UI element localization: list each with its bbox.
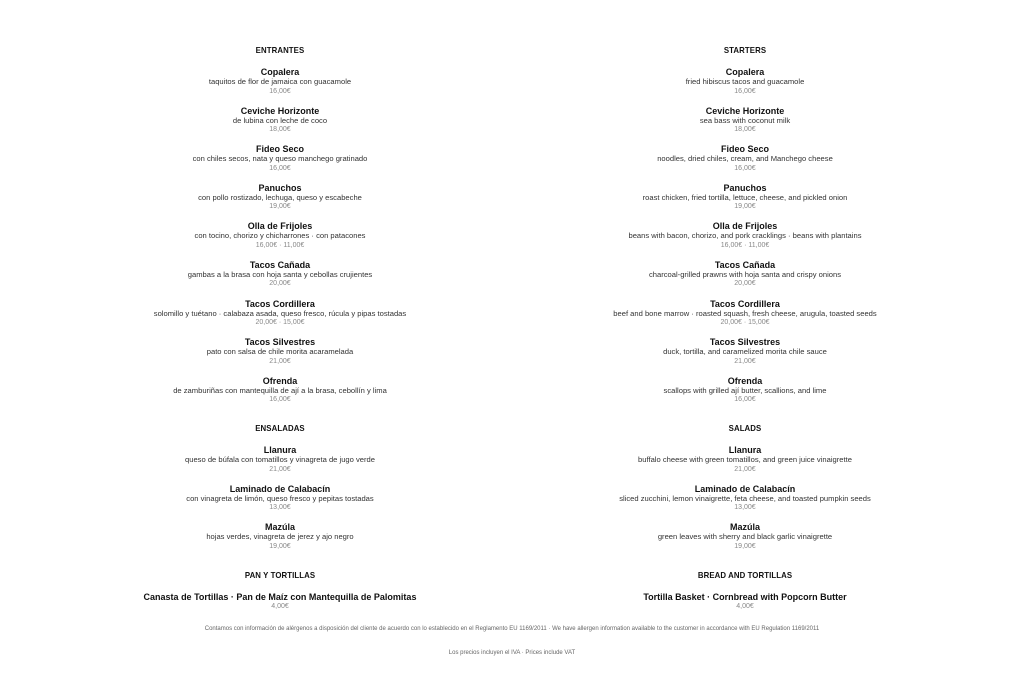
menu-item-price: 19,00€ — [269, 203, 291, 211]
menu-item-price: 19,00€ — [734, 203, 756, 211]
menu-item-price: 18,00€ — [734, 126, 756, 134]
allergen-notice: Contamos con información de alérgenos a disposición del cliente de acuerdo con lo establecido en el Reglamento EU 1169/2011 · We have allergen information available to the customer in accordance with EU Regulation 1169/2011 — [204, 626, 820, 632]
menu-item-price: 21,00€ — [734, 357, 756, 365]
menu-item-price: 16,00€ · 11,00€ — [255, 241, 305, 249]
menu-item-price: 20,00€ · 15,00€ — [720, 319, 770, 327]
menu-item-name: Ceviche Horizonte — [705, 105, 785, 116]
menu-item — [60, 67, 500, 106]
menu-item-description: scallops with grilled ají butter, scallions, and lime — [663, 385, 827, 395]
menu-item — [525, 106, 965, 145]
menu-item — [60, 106, 500, 145]
menu-item — [60, 260, 500, 299]
menu-section — [525, 423, 965, 561]
section-title: PAN Y TORTILLAS — [244, 570, 316, 580]
menu-item-price: 16,00€ — [734, 87, 756, 95]
section-title: STARTERS — [723, 45, 767, 55]
menu-item — [60, 376, 500, 415]
menu-item — [60, 299, 500, 338]
menu-item-name: Ceviche Horizonte — [240, 105, 320, 116]
section-title: SALADS — [728, 423, 762, 433]
menu-item-name: Fideo Seco — [720, 144, 769, 155]
menu-item-name: Tacos Cañada — [714, 259, 776, 270]
menu-item — [60, 592, 500, 631]
menu-item-description: de zamburiñas con mantequilla de ají a la brasa, cebollín y lima — [173, 385, 387, 395]
menu-section — [525, 45, 965, 414]
menu-item-price: 13,00€ — [734, 504, 756, 512]
menu-item-description: con vinagreta de limón, queso fresco y pepitas tostadas — [186, 493, 374, 503]
menu-item-price: 16,00€ — [269, 87, 291, 95]
menu-item-name: Tacos Silvestres — [709, 337, 781, 348]
menu-item — [525, 221, 965, 260]
menu-item — [525, 592, 965, 631]
section-title: ENSALADAS — [255, 423, 305, 433]
menu-item-description: pato con salsa de chile morita acaramelada — [206, 347, 354, 357]
menu-item-price: 18,00€ — [269, 126, 291, 134]
menu-item-name: Laminado de Calabacín — [694, 483, 796, 494]
menu-item — [525, 260, 965, 299]
menu-item — [525, 376, 965, 415]
menu-item-description: con pollo rostizado, lechuga, queso y escabeche — [198, 192, 362, 202]
menu-item — [60, 522, 500, 561]
menu-item-price: 4,00€ — [271, 603, 289, 610]
menu-item-price: 16,00€ — [734, 164, 756, 172]
menu-item-price: 21,00€ — [269, 465, 291, 473]
menu-section — [60, 423, 500, 561]
menu-item-description: con chiles secos, nata y queso manchego gratinado — [192, 154, 368, 164]
menu-item-description: de lubina con leche de coco — [232, 115, 328, 125]
menu-item-name: Copalera — [725, 67, 765, 77]
menu-item-name: Panuchos — [258, 182, 302, 193]
menu-item-description: gambas a la brasa con hoja santa y cebollas crujientes — [187, 269, 373, 279]
menu-item-description: con tocino, chorizo y chicharrones · con patacones — [194, 231, 366, 241]
menu-item-description: noodles, dried chiles, cream, and Manchego cheese — [657, 154, 833, 164]
menu-item-name: Panuchos — [723, 182, 767, 193]
menu-item-description: solomillo y tuétano · calabaza asada, queso fresco, rúcula y pipas tostadas — [153, 308, 407, 318]
menu-item-name: Tacos Cordillera — [245, 298, 315, 309]
menu-item-price: 19,00€ — [734, 542, 756, 550]
menu-item-description: fried hibiscus tacos and guacamole — [685, 77, 805, 86]
menu-section — [60, 570, 500, 631]
menu-item-name: Tacos Cañada — [249, 259, 311, 270]
menu-item-description: beans with bacon, chorizo, and pork cracklings · beans with plantains — [628, 231, 862, 241]
menu-item-price: 16,00€ · 11,00€ — [720, 241, 770, 249]
menu-item-name: Tortilla Basket · Cornbread with Popcorn Butter — [643, 592, 847, 602]
menu-item — [60, 337, 500, 376]
menu-item-name: Tacos Silvestres — [244, 337, 316, 348]
menu-section — [525, 570, 965, 631]
menu-item-description: sliced zucchini, lemon vinaigrette, feta cheese, and toasted pumpkin seeds — [619, 493, 871, 503]
menu-item — [525, 522, 965, 561]
menu-item-price: 13,00€ — [269, 504, 291, 512]
menu-item-name: Copalera — [260, 67, 300, 77]
menu-section — [60, 45, 500, 414]
vat-notice: Los precios incluyen el IVA · Prices include VAT — [448, 650, 576, 656]
menu-item — [60, 445, 500, 484]
menu-item — [525, 484, 965, 523]
menu-item-description: taquitos de flor de jamaica con guacamole — [208, 77, 352, 86]
menu-item-price: 20,00€ · 15,00€ — [255, 319, 305, 327]
menu-item-description: buffalo cheese with green tomatillos, and green juice vinaigrette — [638, 455, 852, 464]
menu-item-price: 19,00€ — [269, 542, 291, 550]
menu-item-description: beef and bone marrow · roasted squash, fresh cheese, arugula, toasted seeds — [613, 308, 877, 318]
menu-item-name: Llanura — [263, 445, 297, 455]
menu-item-name: Fideo Seco — [255, 144, 304, 155]
menu-item-price: 16,00€ — [269, 396, 291, 404]
menu-item-price: 16,00€ — [734, 396, 756, 404]
menu-item — [60, 221, 500, 260]
menu-item-name: Canasta de Tortillas · Pan de Maíz con Mantequilla de Palomitas — [143, 592, 417, 602]
menu-item-description: charcoal-grilled prawns with hoja santa and crispy onions — [648, 269, 842, 279]
menu-item — [525, 337, 965, 376]
menu-item-description: hojas verdes, vinagreta de jerez y ajo negro — [206, 532, 354, 542]
menu-item-price: 20,00€ — [269, 280, 291, 288]
menu-item-name: Olla de Frijoles — [712, 221, 778, 232]
menu-item-description: duck, tortilla, and caramelized morita chile sauce — [663, 347, 827, 357]
section-title: ENTRANTES — [255, 45, 305, 55]
menu-item-name: Llanura — [728, 445, 762, 455]
menu-item-name: Laminado de Calabacín — [229, 483, 331, 494]
menu-item-name: Ofrenda — [262, 375, 298, 386]
section-title: BREAD AND TORTILLAS — [697, 570, 793, 580]
menu-item-price: 4,00€ — [736, 603, 754, 610]
menu-item — [525, 144, 965, 183]
menu-item-description: sea bass with coconut milk — [699, 115, 791, 125]
menu-item-price: 21,00€ — [269, 357, 291, 365]
menu-item — [525, 299, 965, 338]
menu-item-price: 20,00€ — [734, 280, 756, 288]
menu-item-name: Tacos Cordillera — [710, 298, 780, 309]
menu-item-description: green leaves with sherry and black garlic vinaigrette — [657, 532, 833, 542]
menu-item — [525, 183, 965, 222]
menu-item-description: queso de búfala con tomatillos y vinagreta de jugo verde — [185, 455, 375, 464]
menu-item-name: Mazúla — [729, 522, 760, 533]
menu-item-name: Olla de Frijoles — [247, 221, 313, 232]
menu-item — [525, 67, 965, 106]
menu-item-name: Mazúla — [264, 522, 295, 533]
menu-item — [60, 183, 500, 222]
menu-item — [60, 144, 500, 183]
menu-item-price: 16,00€ — [269, 164, 291, 172]
menu-item-description: roast chicken, fried tortilla, lettuce, cheese, and pickled onion — [642, 192, 848, 202]
menu-item-price: 21,00€ — [734, 465, 756, 473]
menu-item-name: Ofrenda — [727, 375, 763, 386]
menu-item — [525, 445, 965, 484]
menu-item — [60, 484, 500, 523]
